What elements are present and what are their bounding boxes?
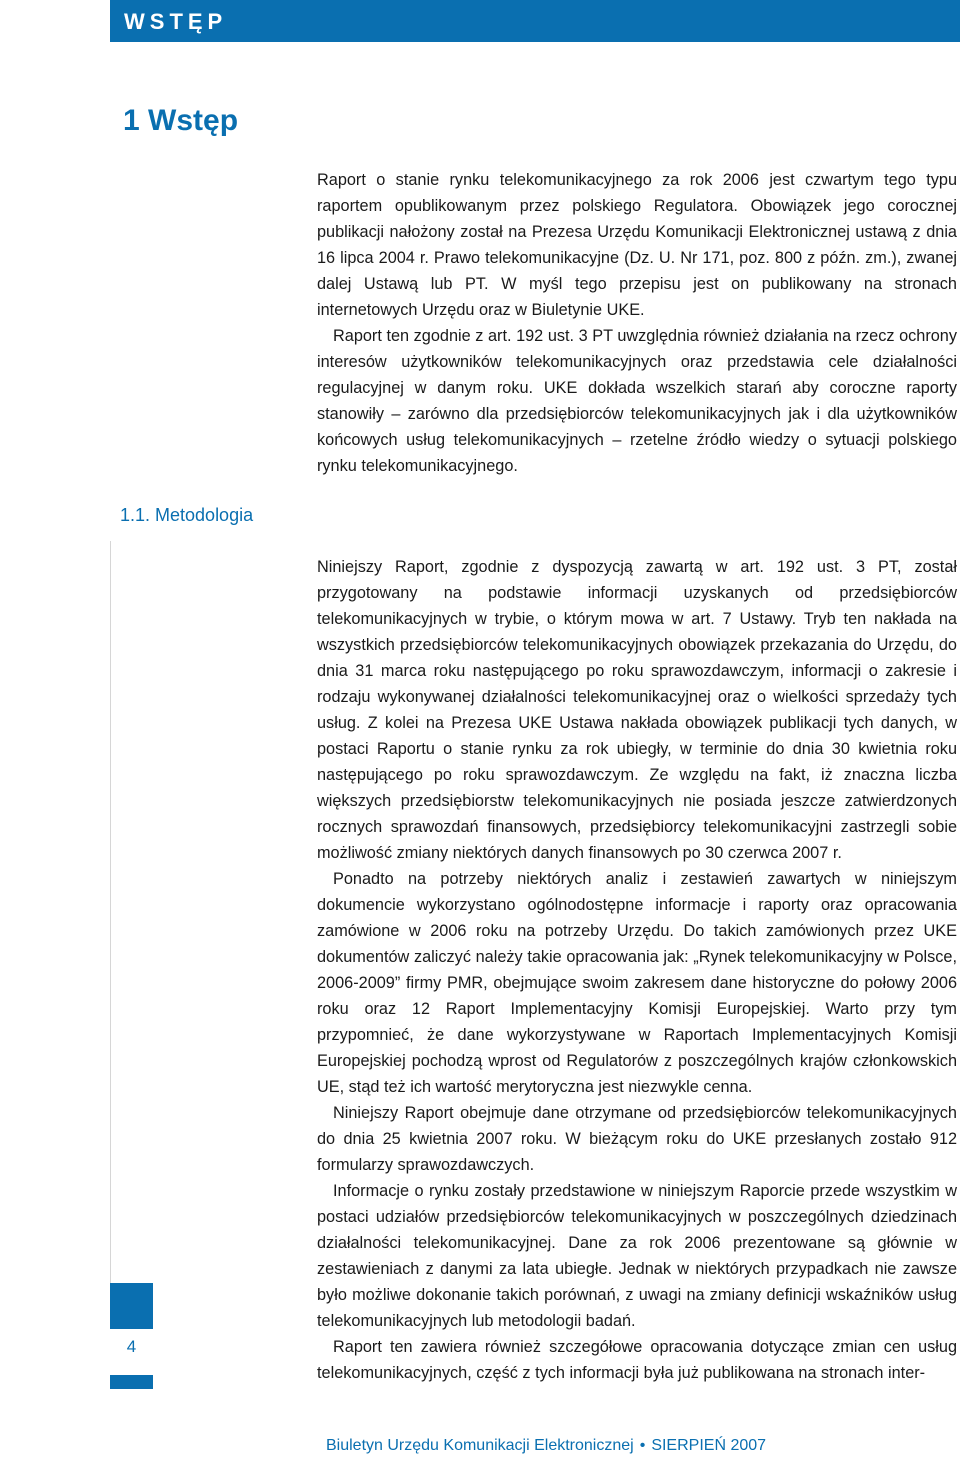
methodology-text xyxy=(317,554,957,1386)
intro-paragraph-2: Raport ten zgodnie z art. 192 ust. 3 PT uwzględnia również działania na rzecz ochrony interesów użytkowników telekomunikacyjnych oraz przedstawia cele działalności regulacyjnej w danym roku. UKE dokłada wszelkich starań aby coroczne raporty stanowiły – zarówno dla przedsiębiorców telekomunikacyjnych jak i dla użytkowników końcowych usług telekomunikacyjnych – rzetelne źródło wiedzy o sytuacji polskiego rynku telekomunikacyjnego. xyxy=(317,327,957,475)
page-number-tab xyxy=(110,1283,153,1389)
method-paragraph-5: Raport ten zawiera również szczegółowe opracowania dotyczące zmian cen usług telekomunikacyjnych, część z tych informacji była już publikowana na stronach inter- xyxy=(317,1338,957,1382)
footer-separator: • xyxy=(639,1437,646,1454)
method-paragraph-2: Ponadto na potrzeby niektórych analiz i zestawień zawartych w niniejszym dokumencie wykorzystano ogólnodostępne informacje i raporty oraz opracowania zamówione w 2006 roku na potrzeby Urzędu. Do takich zamówionych przez UKE dokumentów zaliczyć należy takie opracowania jak: „Rynek telekomunikacyjny w Polsce, 2006-2009” firmy PMR, obejmujące swoim zakresem dane historyczne do połowy 2006 roku oraz 12 Raport Implementacyjny Komisji Europejskiej. Warto przy tym przypomnieć, że dane wykorzystywane w Raportach Implementacyjnych Komisji Europejskiej pochodzą wprost od Regulatorów z poszczególnych krajów członkowskich UE, stąd też ich wartość merytoryczna jest niezwykle cenna. xyxy=(317,870,957,1096)
method-paragraph-1: Niniejszy Raport, zgodnie z dyspozycją zawartą w art. 192 ust. 3 PT, został przygotowany na podstawie informacji uzyskanych od przedsiębiorców telekomunikacyjnych w trybie, o którym mowa w art. 7 Ustawy. Tryb ten nakłada na wszystkich przedsiębiorców telekomunikacyjnych obowiązek przekazania do Urzędu, do dnia 31 marca roku następującego po roku sprawozdawczym, informacji o zakresie i rodzaju wykonywanej działalności telekomunikacyjnej oraz o wielkości sprzedaży tych usług. Z kolei na Prezesa UKE Ustawa nakłada obowiązek publikacji tych danych, w postaci Raportu o stanie rynku za rok ubiegły, w terminie do dnia 30 kwietnia roku następującego po roku sprawozdawczym. Ze względu na fakt, iż znaczna liczba większych przedsiębiorstw telekomunikacyjnych nie posiada jeszcze zatwierdzonych rocznych sprawozdań finansowych, przedsiębiorcy telekomunikacyjni zastrzegli sobie możliwość zmiany niektórych danych finansowych po 30 czerwca 2007 r. xyxy=(317,558,957,862)
section-title: 1.1. Metodologia xyxy=(120,505,254,525)
footer-issue: SIERPIEŃ 2007 xyxy=(651,1437,767,1454)
sidebar-divider xyxy=(110,541,111,1301)
intro-text xyxy=(317,167,957,479)
chapter-title: 1 Wstęp xyxy=(123,104,239,137)
page-number: 4 xyxy=(126,1337,137,1356)
running-header-title: WSTĘP xyxy=(124,9,228,34)
footer-publication: Biuletyn Urzędu Komunikacji Elektronicznej xyxy=(326,1437,634,1454)
method-paragraph-3: Niniejszy Raport obejmuje dane otrzymane od przedsiębiorców telekomunikacyjnych do dnia 25 kwietnia 2007 roku. W bieżącym roku do UKE przesłanych zostało 912 formularzy sprawozdawczych. xyxy=(317,1104,957,1174)
header-bar xyxy=(110,0,960,42)
intro-paragraph-1: Raport o stanie rynku telekomunikacyjnego za rok 2006 jest czwartym tego typu raportem opublikowanym przez polskiego Regulatora. Obowiązek jego corocznej publikacji nałożony został na Prezesa Urzędu Komunikacji Elektronicznej ustawą z dnia 16 lipca 2004 r. Prawo telekomunikacyjne (Dz. U. Nr 171, poz. 800 z późn. zm.), zwanej dalej Ustawą lub PT. W myśl tego przepisu jest on publikowany na stronach internetowych Urzędu oraz w Biuletynie UKE. xyxy=(317,171,957,319)
footer xyxy=(326,1437,766,1455)
method-paragraph-4: Informacje o rynku zostały przedstawione w niniejszym Raporcie przede wszystkim w postaci udziałów przedsiębiorców telekomunikacyjnych w poszczególnych dziedzinach działalności telekomunikacyjnej. Dane za rok 2006 prezentowane są głównie w zestawieniach z danymi za lata ubiegłe. Jednak w niektórych przypadkach nie zawsze było możliwe dokonanie takich porównań, z uwagi na zmiany definicji wskaźników usług telekomunikacyjnych lub metodologii badań. xyxy=(317,1182,957,1330)
